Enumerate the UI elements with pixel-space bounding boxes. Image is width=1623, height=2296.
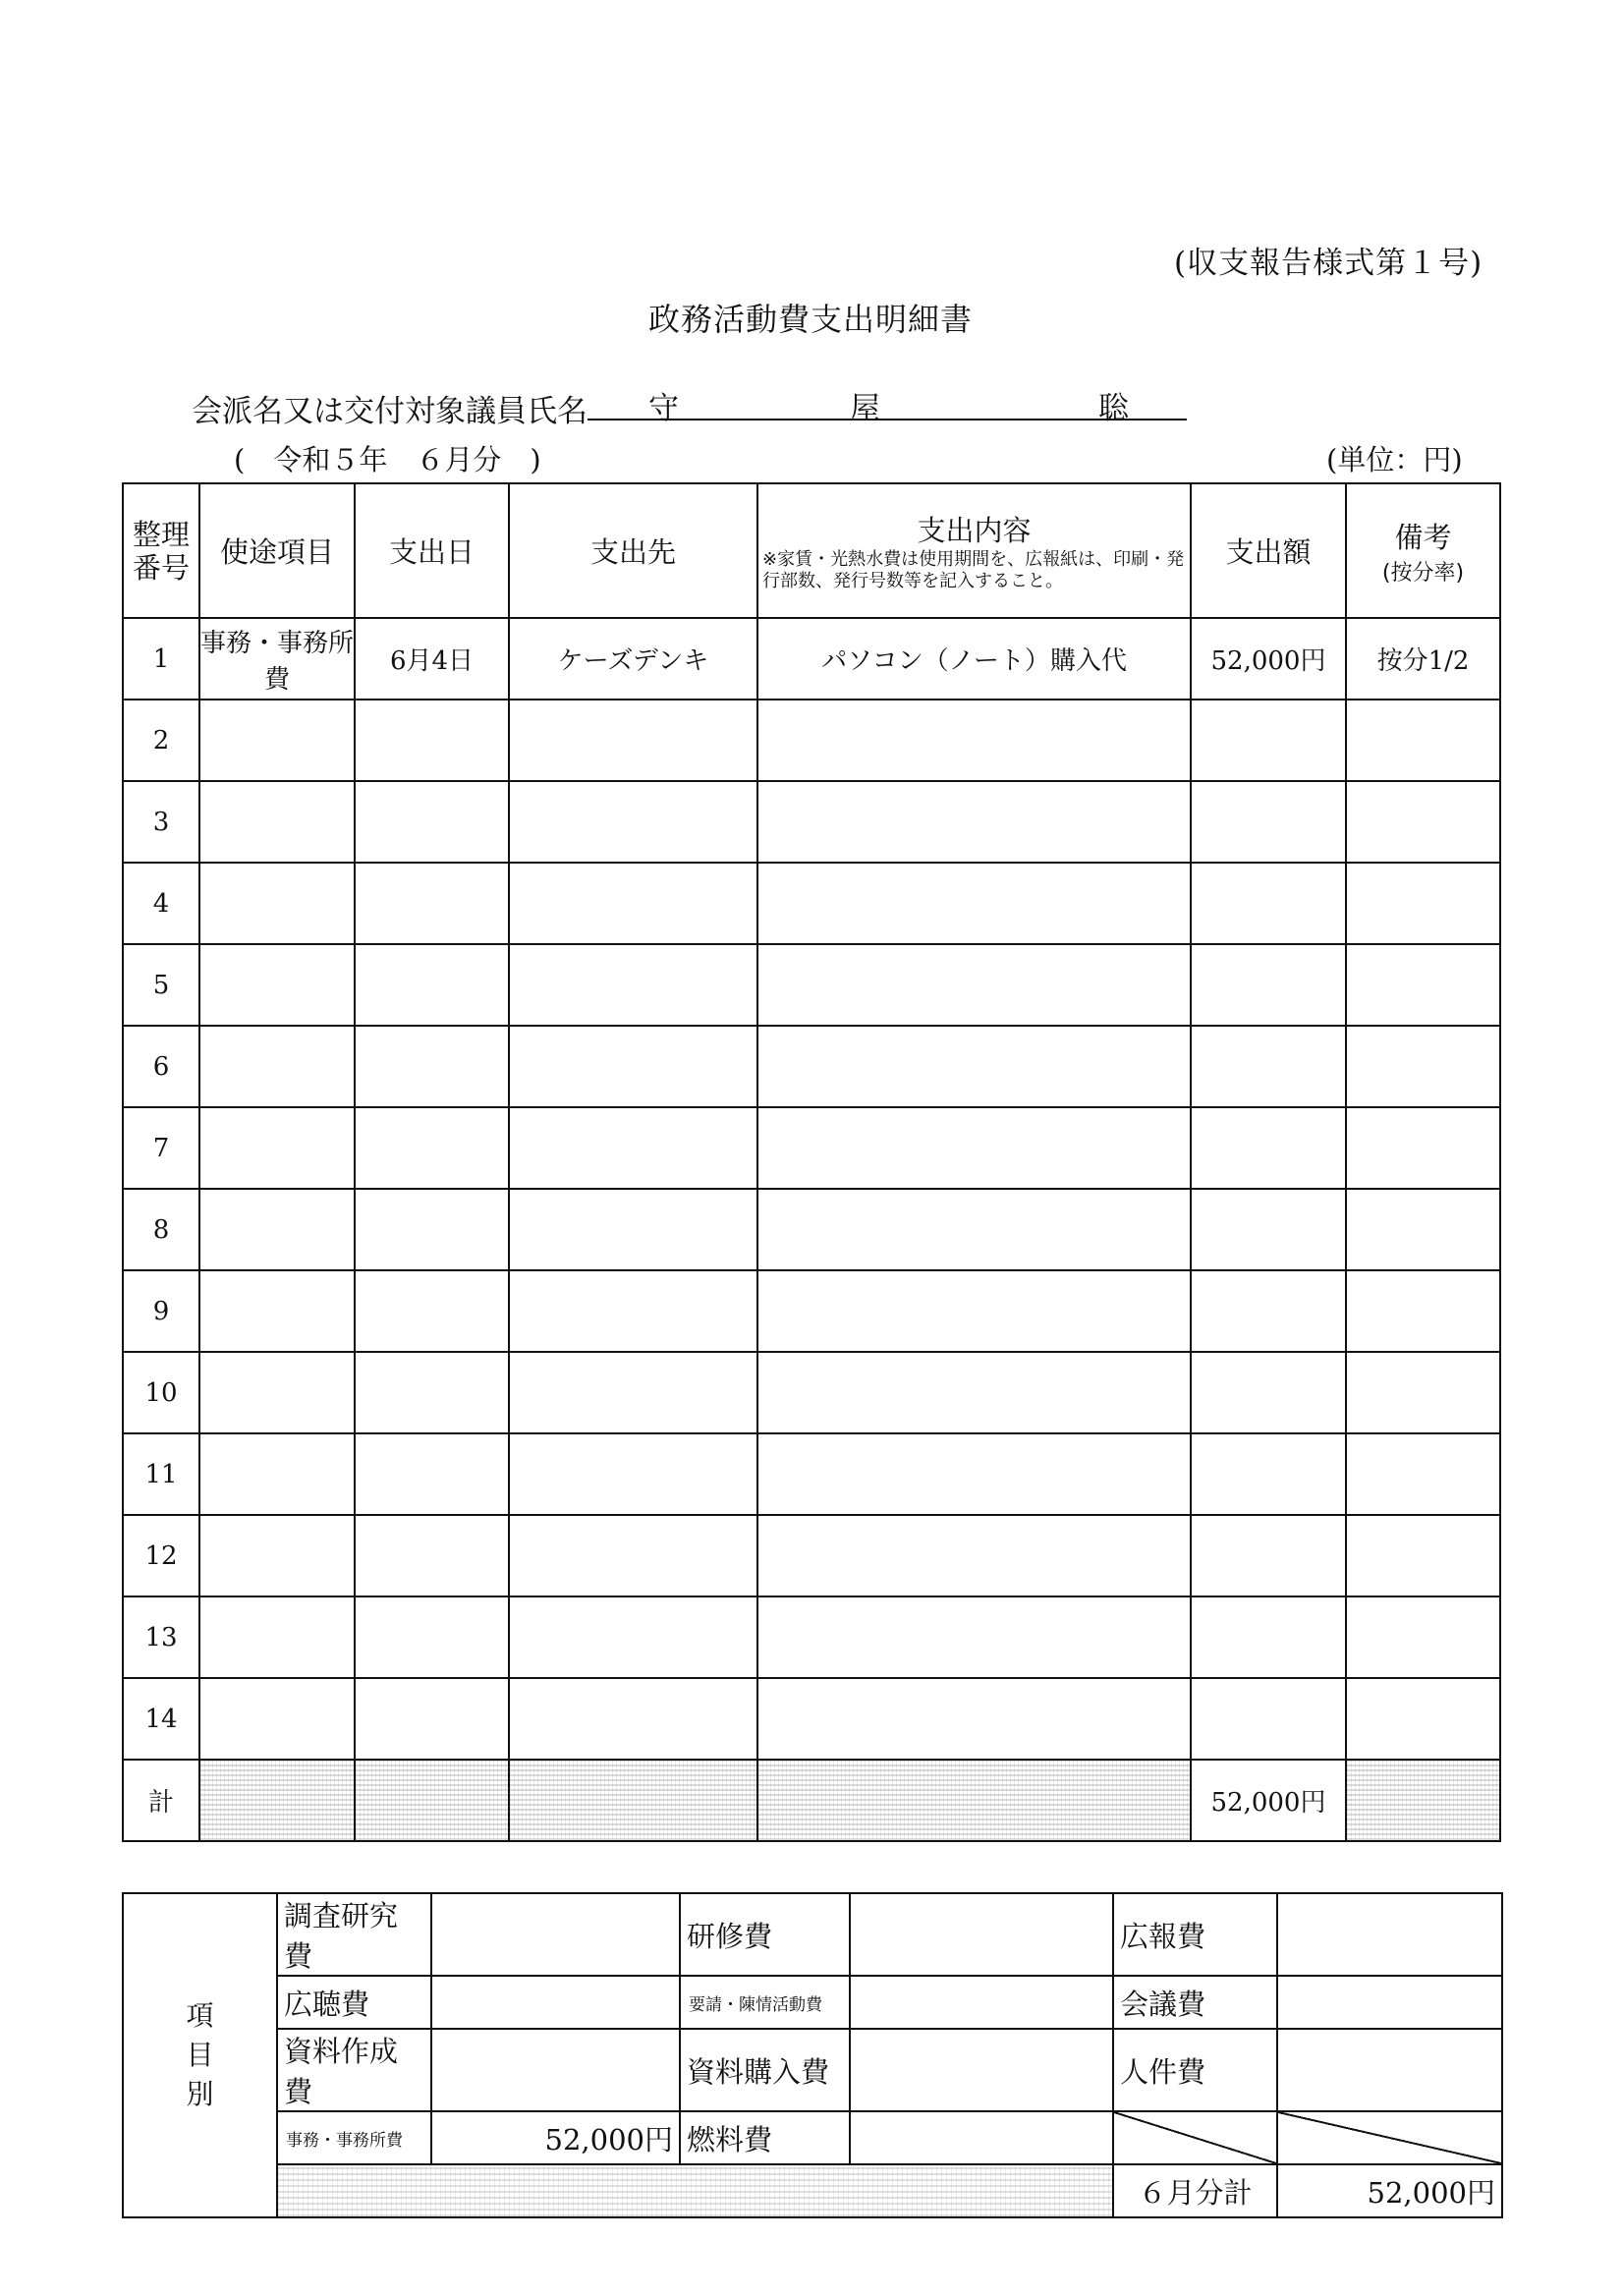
row-category xyxy=(199,1433,355,1515)
row-category xyxy=(199,1352,355,1433)
row-date xyxy=(355,1026,509,1107)
row-payee xyxy=(509,1270,757,1352)
row-payee xyxy=(509,863,757,944)
training-label: 研修費 xyxy=(680,1893,850,1976)
table-row xyxy=(123,863,1500,944)
row-amount xyxy=(1191,1433,1346,1515)
header-no: 整理番号 xyxy=(123,483,199,618)
struck-cell xyxy=(1113,2111,1277,2164)
row-payee xyxy=(509,781,757,863)
row-number: 7 xyxy=(123,1107,199,1189)
research-label: 調査研究費 xyxy=(277,1893,431,1976)
row-remarks xyxy=(1346,781,1500,863)
header-date: 支出日 xyxy=(355,483,509,618)
meeting-amount xyxy=(1277,1976,1502,2029)
struck-cell xyxy=(1277,2111,1502,2164)
office-amount: 52,000円 xyxy=(431,2111,680,2164)
petition-amount xyxy=(850,1976,1113,2029)
row-remarks xyxy=(1346,863,1500,944)
row-date xyxy=(355,863,509,944)
row-category xyxy=(199,1107,355,1189)
total-label: 計 xyxy=(123,1760,199,1841)
table-row xyxy=(123,700,1500,781)
row-payee: ケーズデンキ xyxy=(509,618,757,700)
row-remarks xyxy=(1346,944,1500,1026)
header-content xyxy=(757,483,1191,618)
row-category xyxy=(199,863,355,944)
header-amount: 支出額 xyxy=(1191,483,1346,618)
member-name-label: 会派名又は交付対象議員氏名 xyxy=(192,394,588,429)
detail-header-row xyxy=(123,483,1500,618)
row-remarks xyxy=(1346,1433,1500,1515)
row-date xyxy=(355,1107,509,1189)
row-content xyxy=(757,1433,1191,1515)
row-date xyxy=(355,781,509,863)
row-date xyxy=(355,1678,509,1760)
row-amount xyxy=(1191,1270,1346,1352)
publicity-label: 広報費 xyxy=(1113,1893,1277,1976)
row-payee xyxy=(509,1596,757,1678)
materials-purchase-label: 資料購入費 xyxy=(680,2029,850,2111)
row-content xyxy=(757,1189,1191,1270)
row-category: 事務・事務所費 xyxy=(199,618,355,700)
row-date xyxy=(355,700,509,781)
row-number: 14 xyxy=(123,1678,199,1760)
row-category xyxy=(199,1678,355,1760)
research-amount xyxy=(431,1893,680,1976)
row-date xyxy=(355,1596,509,1678)
row-date xyxy=(355,1270,509,1352)
summary-row xyxy=(123,2029,1502,2111)
table-row xyxy=(123,1433,1500,1515)
row-category xyxy=(199,781,355,863)
hearing-label: 広聴費 xyxy=(277,1976,431,2029)
row-content xyxy=(757,944,1191,1026)
meeting-label: 会議費 xyxy=(1113,1976,1277,2029)
month-total-amount: 52,000円 xyxy=(1277,2164,1502,2217)
table-row xyxy=(123,1352,1500,1433)
total-blank-cell xyxy=(757,1760,1191,1841)
section-label: 項目別 xyxy=(186,1999,214,2110)
row-amount: 52,000円 xyxy=(1191,618,1346,700)
month-total-label: ６月分計 xyxy=(1113,2164,1277,2217)
table-row xyxy=(123,944,1500,1026)
row-number: 2 xyxy=(123,700,199,781)
row-remarks xyxy=(1346,1515,1500,1596)
row-remarks: 按分1/2 xyxy=(1346,618,1500,700)
total-blank-cell xyxy=(199,1760,355,1841)
row-payee xyxy=(509,1678,757,1760)
row-payee xyxy=(509,1515,757,1596)
row-payee xyxy=(509,1026,757,1107)
row-amount xyxy=(1191,944,1346,1026)
total-amount: 52,000円 xyxy=(1191,1760,1346,1841)
row-date xyxy=(355,1352,509,1433)
row-number: 3 xyxy=(123,781,199,863)
row-content xyxy=(757,863,1191,944)
row-remarks xyxy=(1346,1270,1500,1352)
row-payee xyxy=(509,944,757,1026)
table-row xyxy=(123,1515,1500,1596)
row-amount xyxy=(1191,1678,1346,1760)
row-date xyxy=(355,1515,509,1596)
row-content xyxy=(757,1678,1191,1760)
row-category xyxy=(199,944,355,1026)
row-content xyxy=(757,781,1191,863)
summary-blank-cell xyxy=(277,2164,1113,2217)
row-payee xyxy=(509,1107,757,1189)
document-title: 政務活動費支出明細書 xyxy=(648,301,974,338)
header-remarks-label: 備考 xyxy=(1394,520,1452,554)
table-row xyxy=(123,1596,1500,1678)
row-content xyxy=(757,1107,1191,1189)
table-row xyxy=(123,1678,1500,1760)
fuel-label: 燃料費 xyxy=(680,2111,850,2164)
header-content-label: 支出内容 xyxy=(917,514,1032,547)
row-remarks xyxy=(1346,1189,1500,1270)
row-date xyxy=(355,1433,509,1515)
summary-total-row xyxy=(123,2164,1502,2217)
row-content xyxy=(757,1515,1191,1596)
row-payee xyxy=(509,1433,757,1515)
member-name-char-2: 屋 xyxy=(850,391,880,426)
table-row xyxy=(123,781,1500,863)
row-content xyxy=(757,1352,1191,1433)
total-blank-cell xyxy=(1346,1760,1500,1841)
row-category xyxy=(199,1189,355,1270)
personnel-amount xyxy=(1277,2029,1502,2111)
row-number: 10 xyxy=(123,1352,199,1433)
member-name-char-3: 聡 xyxy=(1098,391,1129,426)
row-remarks xyxy=(1346,1678,1500,1760)
summary-row xyxy=(123,1893,1502,1976)
row-number: 4 xyxy=(123,863,199,944)
header-remarks-sub: (按分率) xyxy=(1381,560,1465,586)
row-content xyxy=(757,700,1191,781)
publicity-amount xyxy=(1277,1893,1502,1976)
hearing-amount xyxy=(431,1976,680,2029)
row-amount xyxy=(1191,1352,1346,1433)
materials-purchase-amount xyxy=(850,2029,1113,2111)
summary-row xyxy=(123,2111,1502,2164)
row-amount xyxy=(1191,700,1346,781)
form-number: (収支報告様式第１号) xyxy=(1174,246,1483,281)
row-date xyxy=(355,944,509,1026)
table-row xyxy=(123,1270,1500,1352)
row-category xyxy=(199,1270,355,1352)
materials-creation-amount xyxy=(431,2029,680,2111)
row-amount xyxy=(1191,781,1346,863)
row-remarks xyxy=(1346,1596,1500,1678)
row-number: 12 xyxy=(123,1515,199,1596)
detail-total-row xyxy=(123,1760,1500,1841)
row-remarks xyxy=(1346,1107,1500,1189)
header-content-note: ※家賃・光熱水費は使用期間を、広報紙は、印刷・発行部数、発行号数等を記入すること。 xyxy=(762,549,1185,591)
table-row xyxy=(123,1026,1500,1107)
row-amount xyxy=(1191,1189,1346,1270)
row-number: 13 xyxy=(123,1596,199,1678)
row-date xyxy=(355,1189,509,1270)
summary-row xyxy=(123,1976,1502,2029)
row-number: 8 xyxy=(123,1189,199,1270)
personnel-label: 人件費 xyxy=(1113,2029,1277,2111)
fuel-amount xyxy=(850,2111,1113,2164)
row-content xyxy=(757,1596,1191,1678)
row-amount xyxy=(1191,1026,1346,1107)
row-remarks xyxy=(1346,1026,1500,1107)
row-content xyxy=(757,1270,1191,1352)
unit-label: (単位：円) xyxy=(1326,443,1463,476)
row-content xyxy=(757,1026,1191,1107)
table-row xyxy=(123,618,1500,700)
total-blank-cell xyxy=(509,1760,757,1841)
header-category: 使途項目 xyxy=(199,483,355,618)
row-remarks xyxy=(1346,1352,1500,1433)
office-label: 事務・事務所費 xyxy=(277,2111,431,2164)
petition-label: 要請・陳情活動費 xyxy=(680,1976,850,2029)
training-amount xyxy=(850,1893,1113,1976)
row-amount xyxy=(1191,863,1346,944)
header-payee: 支出先 xyxy=(509,483,757,618)
row-category xyxy=(199,1026,355,1107)
row-amount xyxy=(1191,1515,1346,1596)
table-row xyxy=(123,1189,1500,1270)
row-date: 6月4日 xyxy=(355,618,509,700)
row-category xyxy=(199,1515,355,1596)
row-amount xyxy=(1191,1107,1346,1189)
row-remarks xyxy=(1346,700,1500,781)
row-number: 1 xyxy=(123,618,199,700)
total-blank-cell xyxy=(355,1760,509,1841)
section-label-cell xyxy=(123,1893,277,2217)
row-number: 5 xyxy=(123,944,199,1026)
row-category xyxy=(199,1596,355,1678)
category-summary-table xyxy=(122,1892,1503,2218)
member-name-char-1: 守 xyxy=(648,391,679,426)
table-row xyxy=(123,1107,1500,1189)
row-category xyxy=(199,700,355,781)
row-payee xyxy=(509,1189,757,1270)
row-number: 11 xyxy=(123,1433,199,1515)
header-remarks xyxy=(1346,483,1500,618)
row-amount xyxy=(1191,1596,1346,1678)
row-number: 6 xyxy=(123,1026,199,1107)
report-period: ( 令和５年 ６月分 ) xyxy=(234,443,541,476)
expenditure-detail-table xyxy=(122,482,1501,1842)
row-content: パソコン（ノート）購入代 xyxy=(757,618,1191,700)
materials-creation-label: 資料作成費 xyxy=(277,2029,431,2111)
row-payee xyxy=(509,1352,757,1433)
row-number: 9 xyxy=(123,1270,199,1352)
row-payee xyxy=(509,700,757,781)
